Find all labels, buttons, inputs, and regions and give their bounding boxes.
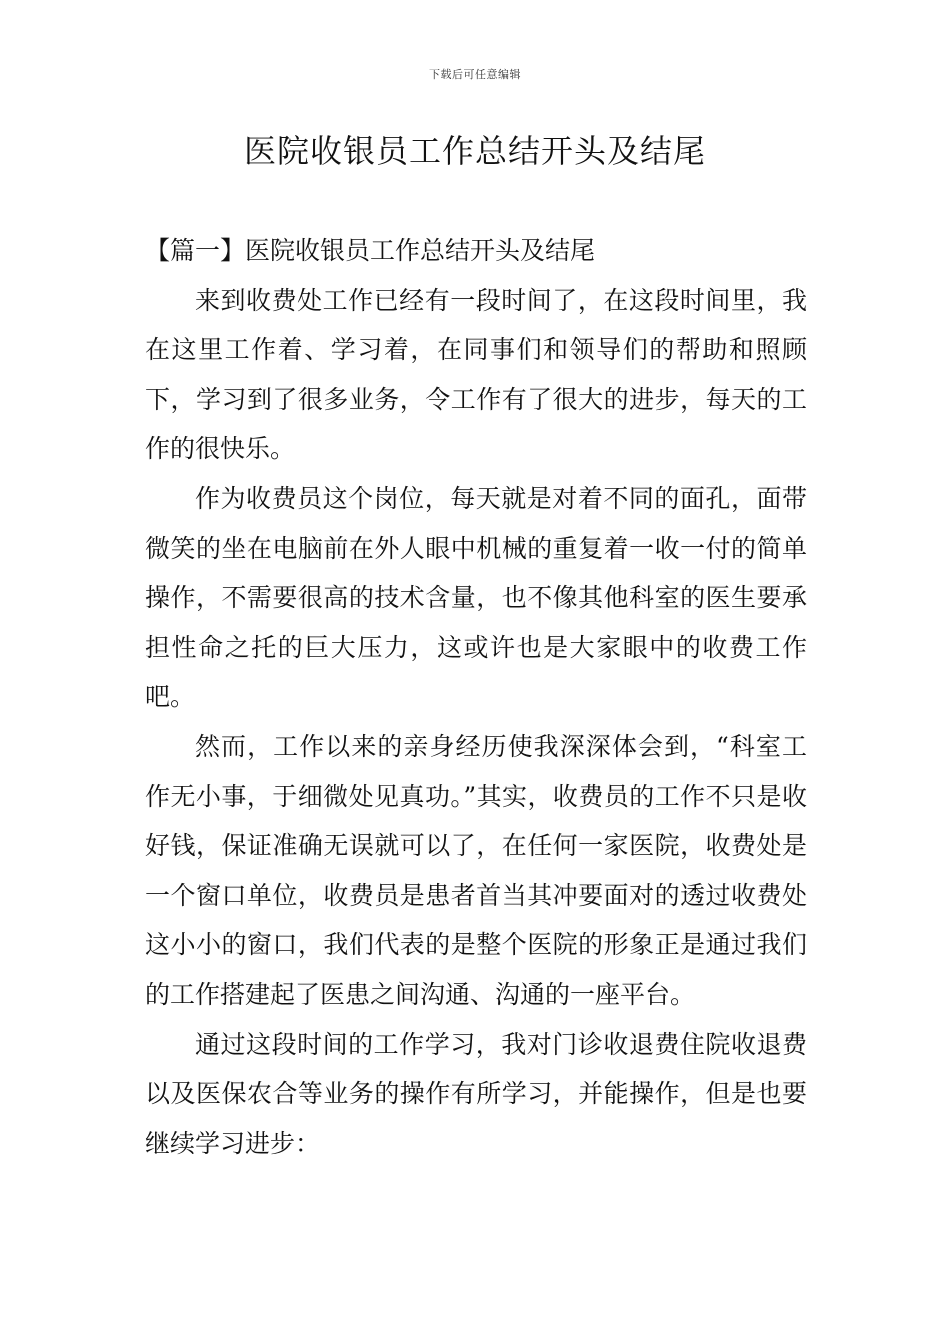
paragraph-2: 作为收费员这个岗位，每天就是对着不同的面孔，面带微笑的坐在电脑前在外人眼中机械的重复着一收一付的简单操作，不需要很高的技术含量，也不像其他科室的医生要承担性命之托的巨大压力，这或许也是大家眼中的收费工作吧。 bbox=[145, 483, 807, 712]
document-title: 医院收银员工作总结开头及结尾 bbox=[243, 132, 706, 170]
paragraph-4: 通过这段时间的工作学习，我对门诊收退费住院收退费以及医保农合等业务的操作有所学习，并能操作，但是也要继续学习进步： bbox=[145, 1029, 807, 1158]
section-heading: 【篇一】医院收银员工作总结开头及结尾 bbox=[145, 236, 596, 265]
document-body bbox=[145, 226, 807, 1168]
paragraph-1: 来到收费处工作已经有一段时间了，在这段时间里，我在这里工作着、学习着，在同事们和领导们的帮助和照顾下，学习到了很多业务，令工作有了很大的进步，每天的工作的很快乐。 bbox=[145, 285, 807, 464]
paragraph-3: 然而，工作以来的亲身经历使我深深体会到，“科室工作无小事，于细微处见真功。”其实，收费员的工作不只是收好钱，保证准确无误就可以了，在任何一家医院，收费处是一个窗口单位，收费员是患者首当其冲要面对的透过收费处这小小的窗口，我们代表的是整个医院的形象正是通过我们的工作搭建起了医患之间沟通、沟通的一座平台。 bbox=[145, 731, 807, 1009]
header-note: 下载后可任意编辑 bbox=[429, 68, 521, 81]
